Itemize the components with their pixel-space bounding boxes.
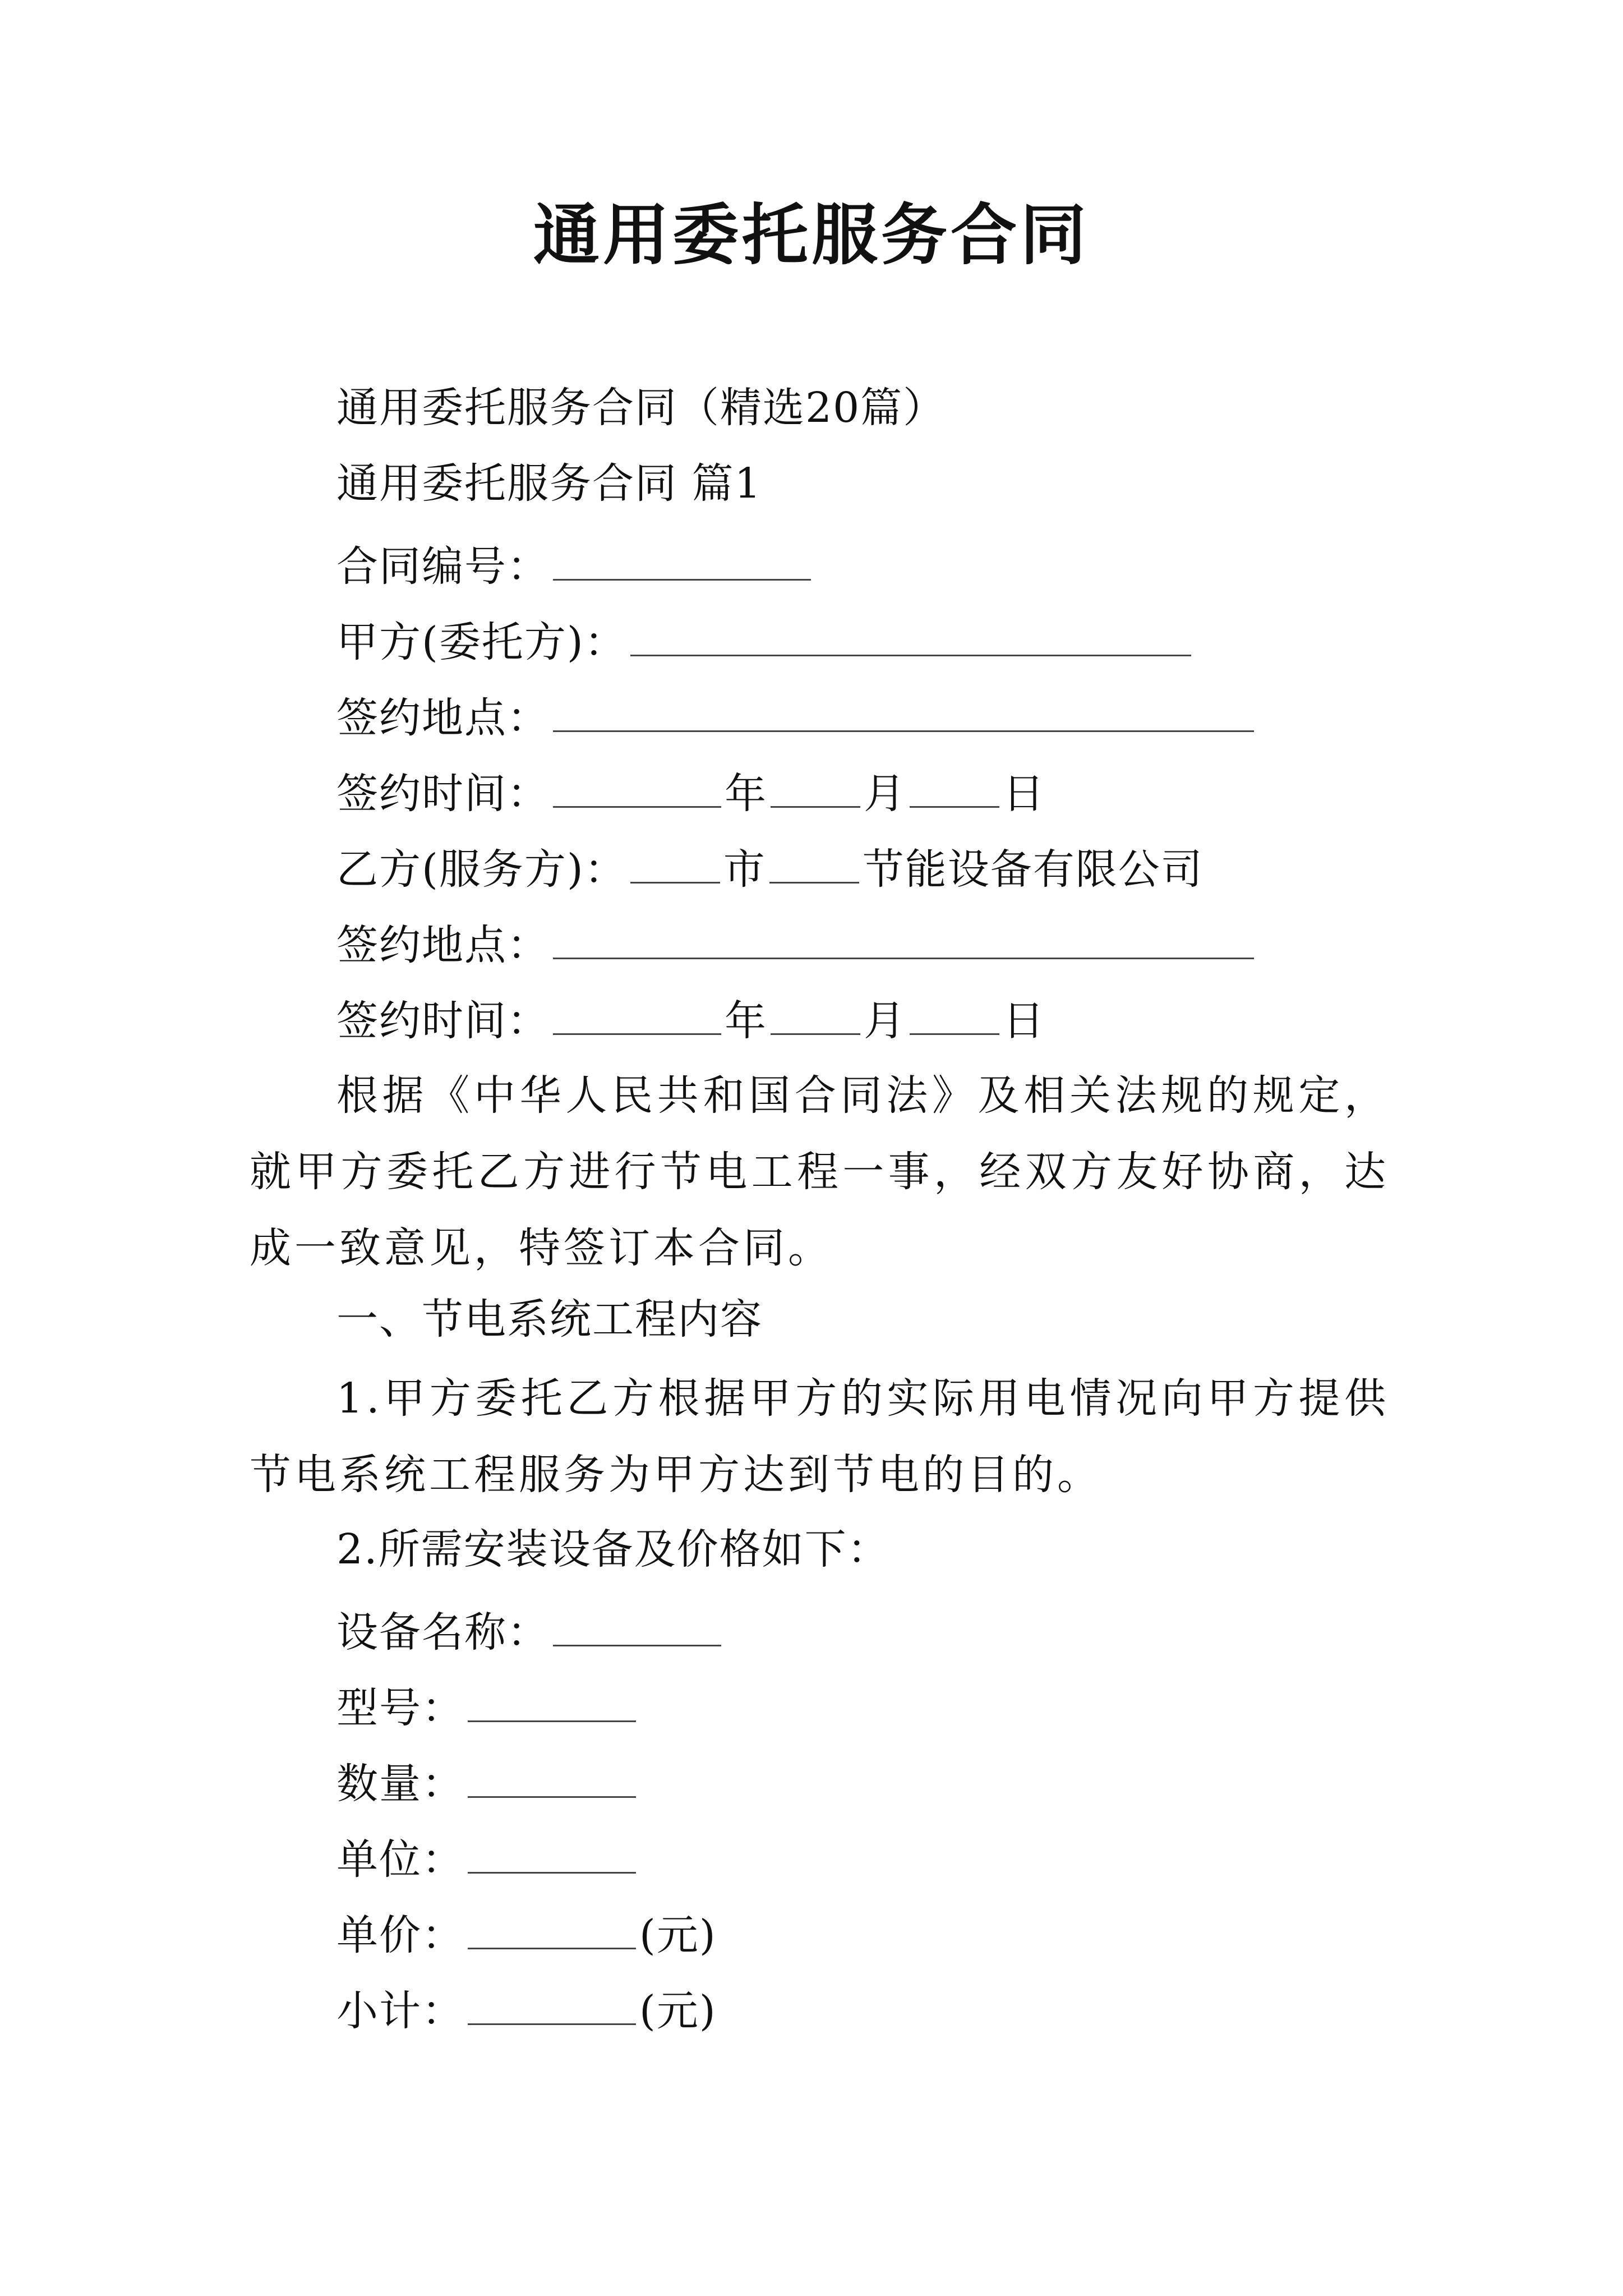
equipment-name-row: [336, 1604, 725, 1657]
subtotal-blank: [468, 1983, 636, 2025]
subtotal-label: 小计：: [336, 1987, 464, 2035]
sign-place-label-a: 签约地点：: [336, 694, 550, 742]
year-blank-b: [553, 993, 721, 1035]
unit-blank: [468, 1832, 636, 1874]
sign-time-row-a: [336, 766, 1045, 818]
party-a-row: [336, 614, 1195, 666]
day-blank-a: [910, 766, 999, 808]
model-row: [336, 1680, 639, 1732]
sign-time-label-a: 签约时间：: [336, 770, 550, 818]
contract-no-row: [336, 539, 814, 591]
unit-row: [336, 1832, 639, 1884]
city-text: 市: [723, 845, 766, 894]
item-2-paragraph: 2.所需安装设备及价格如下：: [336, 1525, 890, 1573]
company-blank: [769, 841, 859, 884]
document-title: 通用委托服务合同: [533, 196, 1090, 274]
unit-price-row: [336, 1907, 717, 1959]
quantity-label: 数量：: [336, 1760, 464, 1808]
equipment-name-label: 设备名称：: [336, 1608, 550, 1657]
year-blank-a: [553, 766, 721, 808]
day-text-a: 日: [1003, 770, 1045, 818]
contract-no-label: 合同编号：: [336, 542, 550, 591]
unit-label: 单位：: [336, 1835, 464, 1884]
party-b-label: 乙方(服务方)：: [336, 845, 627, 894]
sign-place-blank-b: [553, 917, 1254, 959]
month-text-b: 月: [864, 997, 906, 1045]
model-blank: [468, 1680, 636, 1722]
preamble-paragraph: 根据《中华人民共和国合同法》及相关法规的规定，就甲方委托乙方进行节电工程一事，经双方友好协商，达成一致意见，特签订本合同。: [250, 1071, 1389, 1272]
sign-place-row-b: [336, 917, 1257, 969]
sign-place-row-a: [336, 690, 1257, 742]
party-b-company: 节能设备有限公司: [862, 845, 1204, 894]
sign-time-row-b: [336, 993, 1045, 1045]
sign-time-label-b: 签约时间：: [336, 997, 550, 1045]
month-blank-a: [771, 766, 860, 808]
quantity-row: [336, 1756, 639, 1808]
month-text-a: 月: [864, 770, 906, 818]
year-text-b: 年: [725, 997, 767, 1045]
unit-price-label: 单价：: [336, 1911, 464, 1959]
item-1-paragraph: 1.甲方委托乙方根据甲方的实际用电情况向甲方提供节电系统工程服务为甲方达到节电的目的。: [250, 1374, 1389, 1499]
party-a-label: 甲方(委托方)：: [336, 618, 627, 666]
sign-place-blank-a: [553, 690, 1254, 732]
document-subtitle: 通用委托服务合同（精选20篇）: [336, 384, 946, 432]
day-text-b: 日: [1003, 997, 1045, 1045]
party-b-row: [336, 841, 1204, 894]
subtotal-currency: (元): [639, 1987, 717, 2035]
month-blank-b: [771, 993, 860, 1035]
city-blank: [630, 841, 720, 884]
section-title: 通用委托服务合同 篇1: [336, 459, 762, 508]
equipment-name-blank: [553, 1604, 721, 1646]
unit-price-blank: [468, 1907, 636, 1949]
day-blank-b: [910, 993, 999, 1035]
party-a-blank: [630, 614, 1191, 656]
quantity-blank: [468, 1756, 636, 1798]
subtotal-row: [336, 1983, 717, 2035]
unit-price-currency: (元): [639, 1911, 717, 1959]
year-text-a: 年: [725, 770, 767, 818]
section-heading-1: 一、节电系统工程内容: [336, 1295, 763, 1343]
sign-place-label-b: 签约地点：: [336, 921, 550, 969]
model-label: 型号：: [336, 1684, 464, 1732]
contract-no-blank: [553, 539, 811, 581]
